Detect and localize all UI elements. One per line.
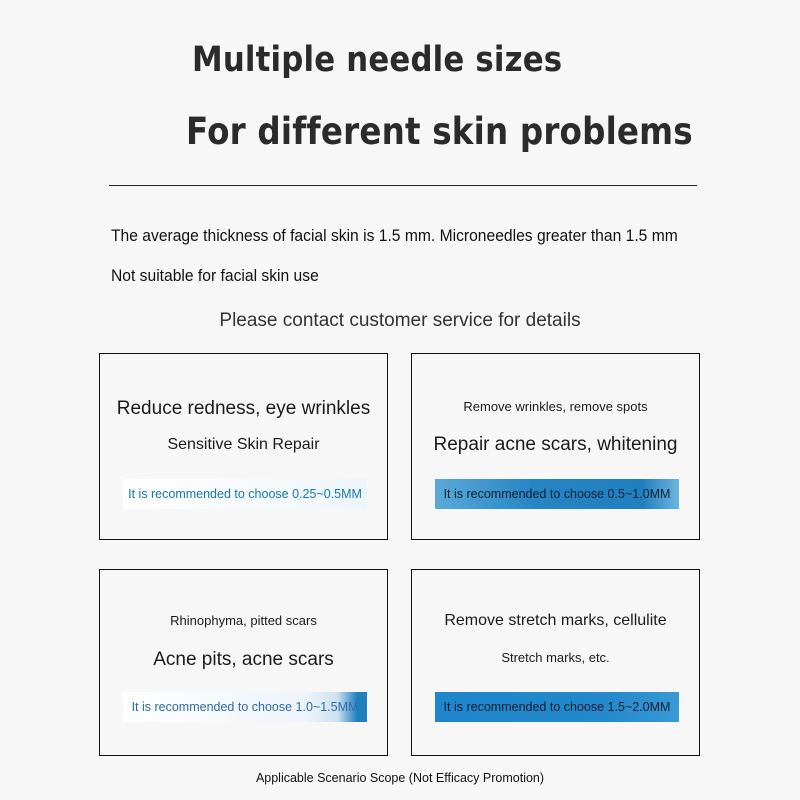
title-line-2: For different skin problems — [186, 110, 693, 153]
recommendation-badge: It is recommended to choose 1.0~1.5MM — [123, 692, 367, 722]
title-divider — [109, 185, 697, 186]
card-subheading: Rhinophyma, pitted scars — [170, 613, 317, 628]
recommendation-badge: It is recommended to choose 0.5~1.0MM — [435, 479, 679, 509]
card-heading: Reduce redness, eye wrinkles — [116, 398, 371, 419]
needle-card-0-5-1-0 — [411, 353, 700, 540]
info-line-not-suitable: Not suitable for facial skin use — [111, 266, 319, 285]
needle-card-1-5-2-0 — [411, 569, 700, 756]
card-heading: Remove stretch marks, cellulite — [444, 612, 667, 629]
info-line-thickness: The average thickness of facial skin is 1.5 mm. Microneedles greater than 1.5 mm — [111, 226, 678, 245]
recommendation-badge: It is recommended to choose 1.5~2.0MM — [435, 692, 679, 722]
card-heading: Acne pits, acne scars — [153, 649, 334, 670]
card-subheading: Sensitive Skin Repair — [167, 436, 320, 453]
card-heading: Repair acne scars, whitening — [433, 434, 678, 455]
contact-note: Please contact customer service for details — [219, 310, 581, 331]
needle-card-0-25-0-5 — [99, 353, 388, 540]
footer-disclaimer: Applicable Scenario Scope (Not Efficacy Promotion) — [255, 771, 545, 785]
title-line-1: Multiple needle sizes — [192, 40, 563, 80]
card-subheading: Remove wrinkles, remove spots — [463, 399, 648, 414]
card-subheading: Stretch marks, etc. — [501, 650, 610, 665]
recommendation-badge: It is recommended to choose 0.25~0.5MM — [123, 479, 367, 509]
needle-card-1-0-1-5 — [99, 569, 388, 756]
